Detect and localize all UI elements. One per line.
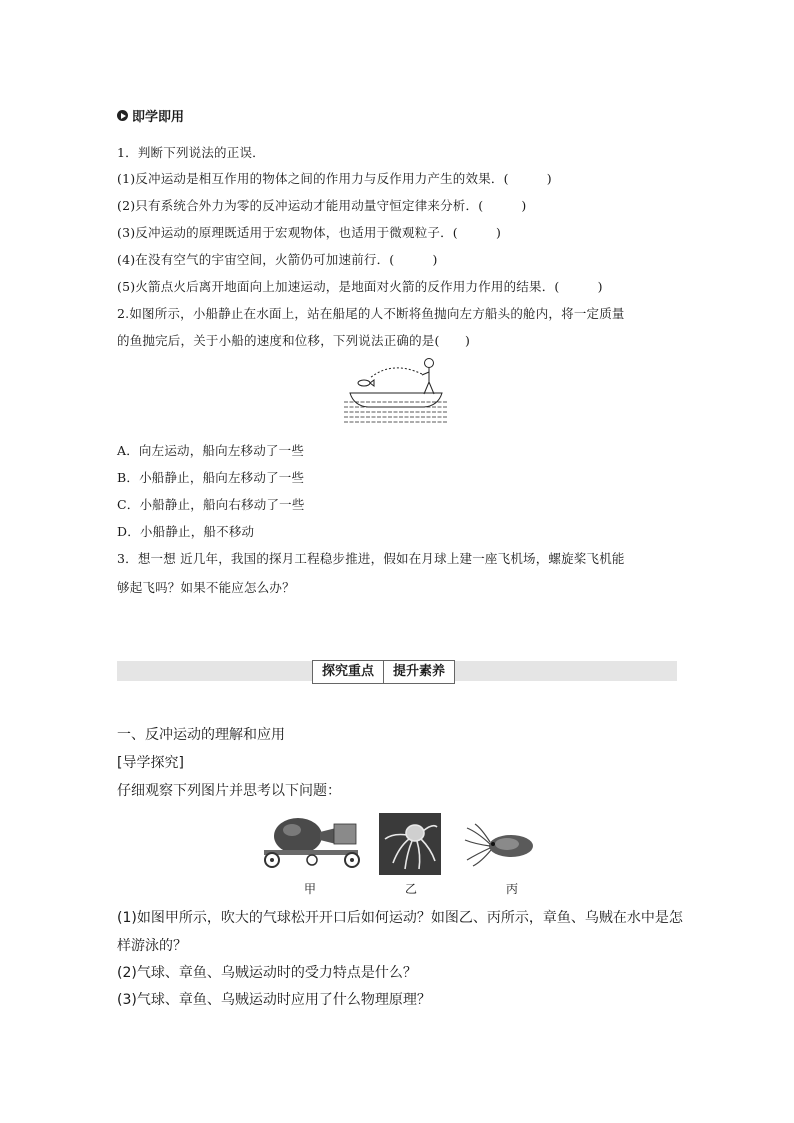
- banner-right: 提升素养: [383, 661, 454, 683]
- q2-option-a: A．向左运动，船向左移动了一些: [117, 443, 305, 458]
- person-head: [425, 359, 434, 368]
- part1-question-1-line1: (1)如图甲所示，吹大的气球松开开口后如何运动？如图乙、丙所示，章鱼、乌贼在水中是怎: [117, 910, 683, 926]
- q1-item-1: (1)反冲运动是相互作用的物体之间的作用力与反作用力产生的效果．( ): [117, 171, 552, 186]
- q1-item-3: (3)反冲运动的原理既适用于宏观物体，也适用于微观粒子．( ): [117, 225, 502, 240]
- part1-tag: [导学探究]: [117, 755, 184, 771]
- section-header-practice: [117, 106, 184, 125]
- q2-option-c: C．小船静止，船向右移动了一些: [117, 497, 305, 512]
- person-leg-right: [429, 382, 434, 394]
- person-leg-left: [424, 382, 429, 394]
- q1-item-5: (5)火箭点火后离开地面向上加速运动，是地面对火箭的反作用力作用的结果．( ): [117, 279, 603, 294]
- q1-item-4: (4)在没有空气的宇宙空间，火箭仍可加速前行．( ): [117, 252, 438, 267]
- q2-option-d: D．小船静止，船不移动: [117, 524, 255, 539]
- part1-heading: 一、反冲运动的理解和应用: [117, 727, 285, 743]
- fish-icon: [358, 380, 370, 386]
- part1-question-1-line2: 样游泳的？: [117, 938, 187, 954]
- fish-trajectory: [370, 368, 422, 378]
- section-title: 即学即用: [132, 110, 185, 125]
- caption-jia: 甲: [304, 882, 317, 896]
- play-circle-icon: [117, 110, 128, 121]
- q1-stem: 1．判断下列说法的正误．: [117, 145, 265, 160]
- q2-option-b: B．小船静止，船向左移动了一些: [117, 470, 305, 485]
- q2-stem-line1: 2.如图所示，小船静止在水面上，站在船尾的人不断将鱼抛向左方船头的舱内，将一定质量: [117, 306, 625, 321]
- boat-figure: [342, 352, 450, 432]
- person-arm: [422, 372, 429, 375]
- squid-image: [463, 822, 537, 868]
- part1-intro: 仔细观察下列图片并思考以下问题：: [117, 783, 341, 799]
- caption-bing: 丙: [506, 882, 519, 896]
- q3-line1: 3．想一想 近几年，我国的探月工程稳步推进，假如在月球上建一座飞机场，螺旋桨飞机能: [117, 551, 625, 566]
- q3-line2: 够起飞吗？如果不能应怎么办？: [117, 580, 295, 595]
- balloon-car-image: [256, 814, 366, 872]
- banner-left: 探究重点: [322, 664, 375, 679]
- q2-stem-line2: 的鱼抛完后，关于小船的速度和位移，下列说法正确的是( ): [117, 333, 471, 348]
- part1-question-2: (2)气球、章鱼、乌贼运动时的受力特点是什么？: [117, 965, 417, 981]
- octopus-image: [379, 813, 441, 875]
- q1-item-2: (2)只有系统合外力为零的反冲运动才能用动量守恒定律来分析．( ): [117, 198, 527, 213]
- boat-hull: [350, 393, 442, 407]
- caption-yi: 乙: [405, 882, 418, 896]
- fish-tail: [370, 380, 374, 386]
- part1-question-3: (3)气球、章鱼、乌贼运动时应用了什么物理原理？: [117, 992, 431, 1008]
- section-banner: [312, 660, 455, 684]
